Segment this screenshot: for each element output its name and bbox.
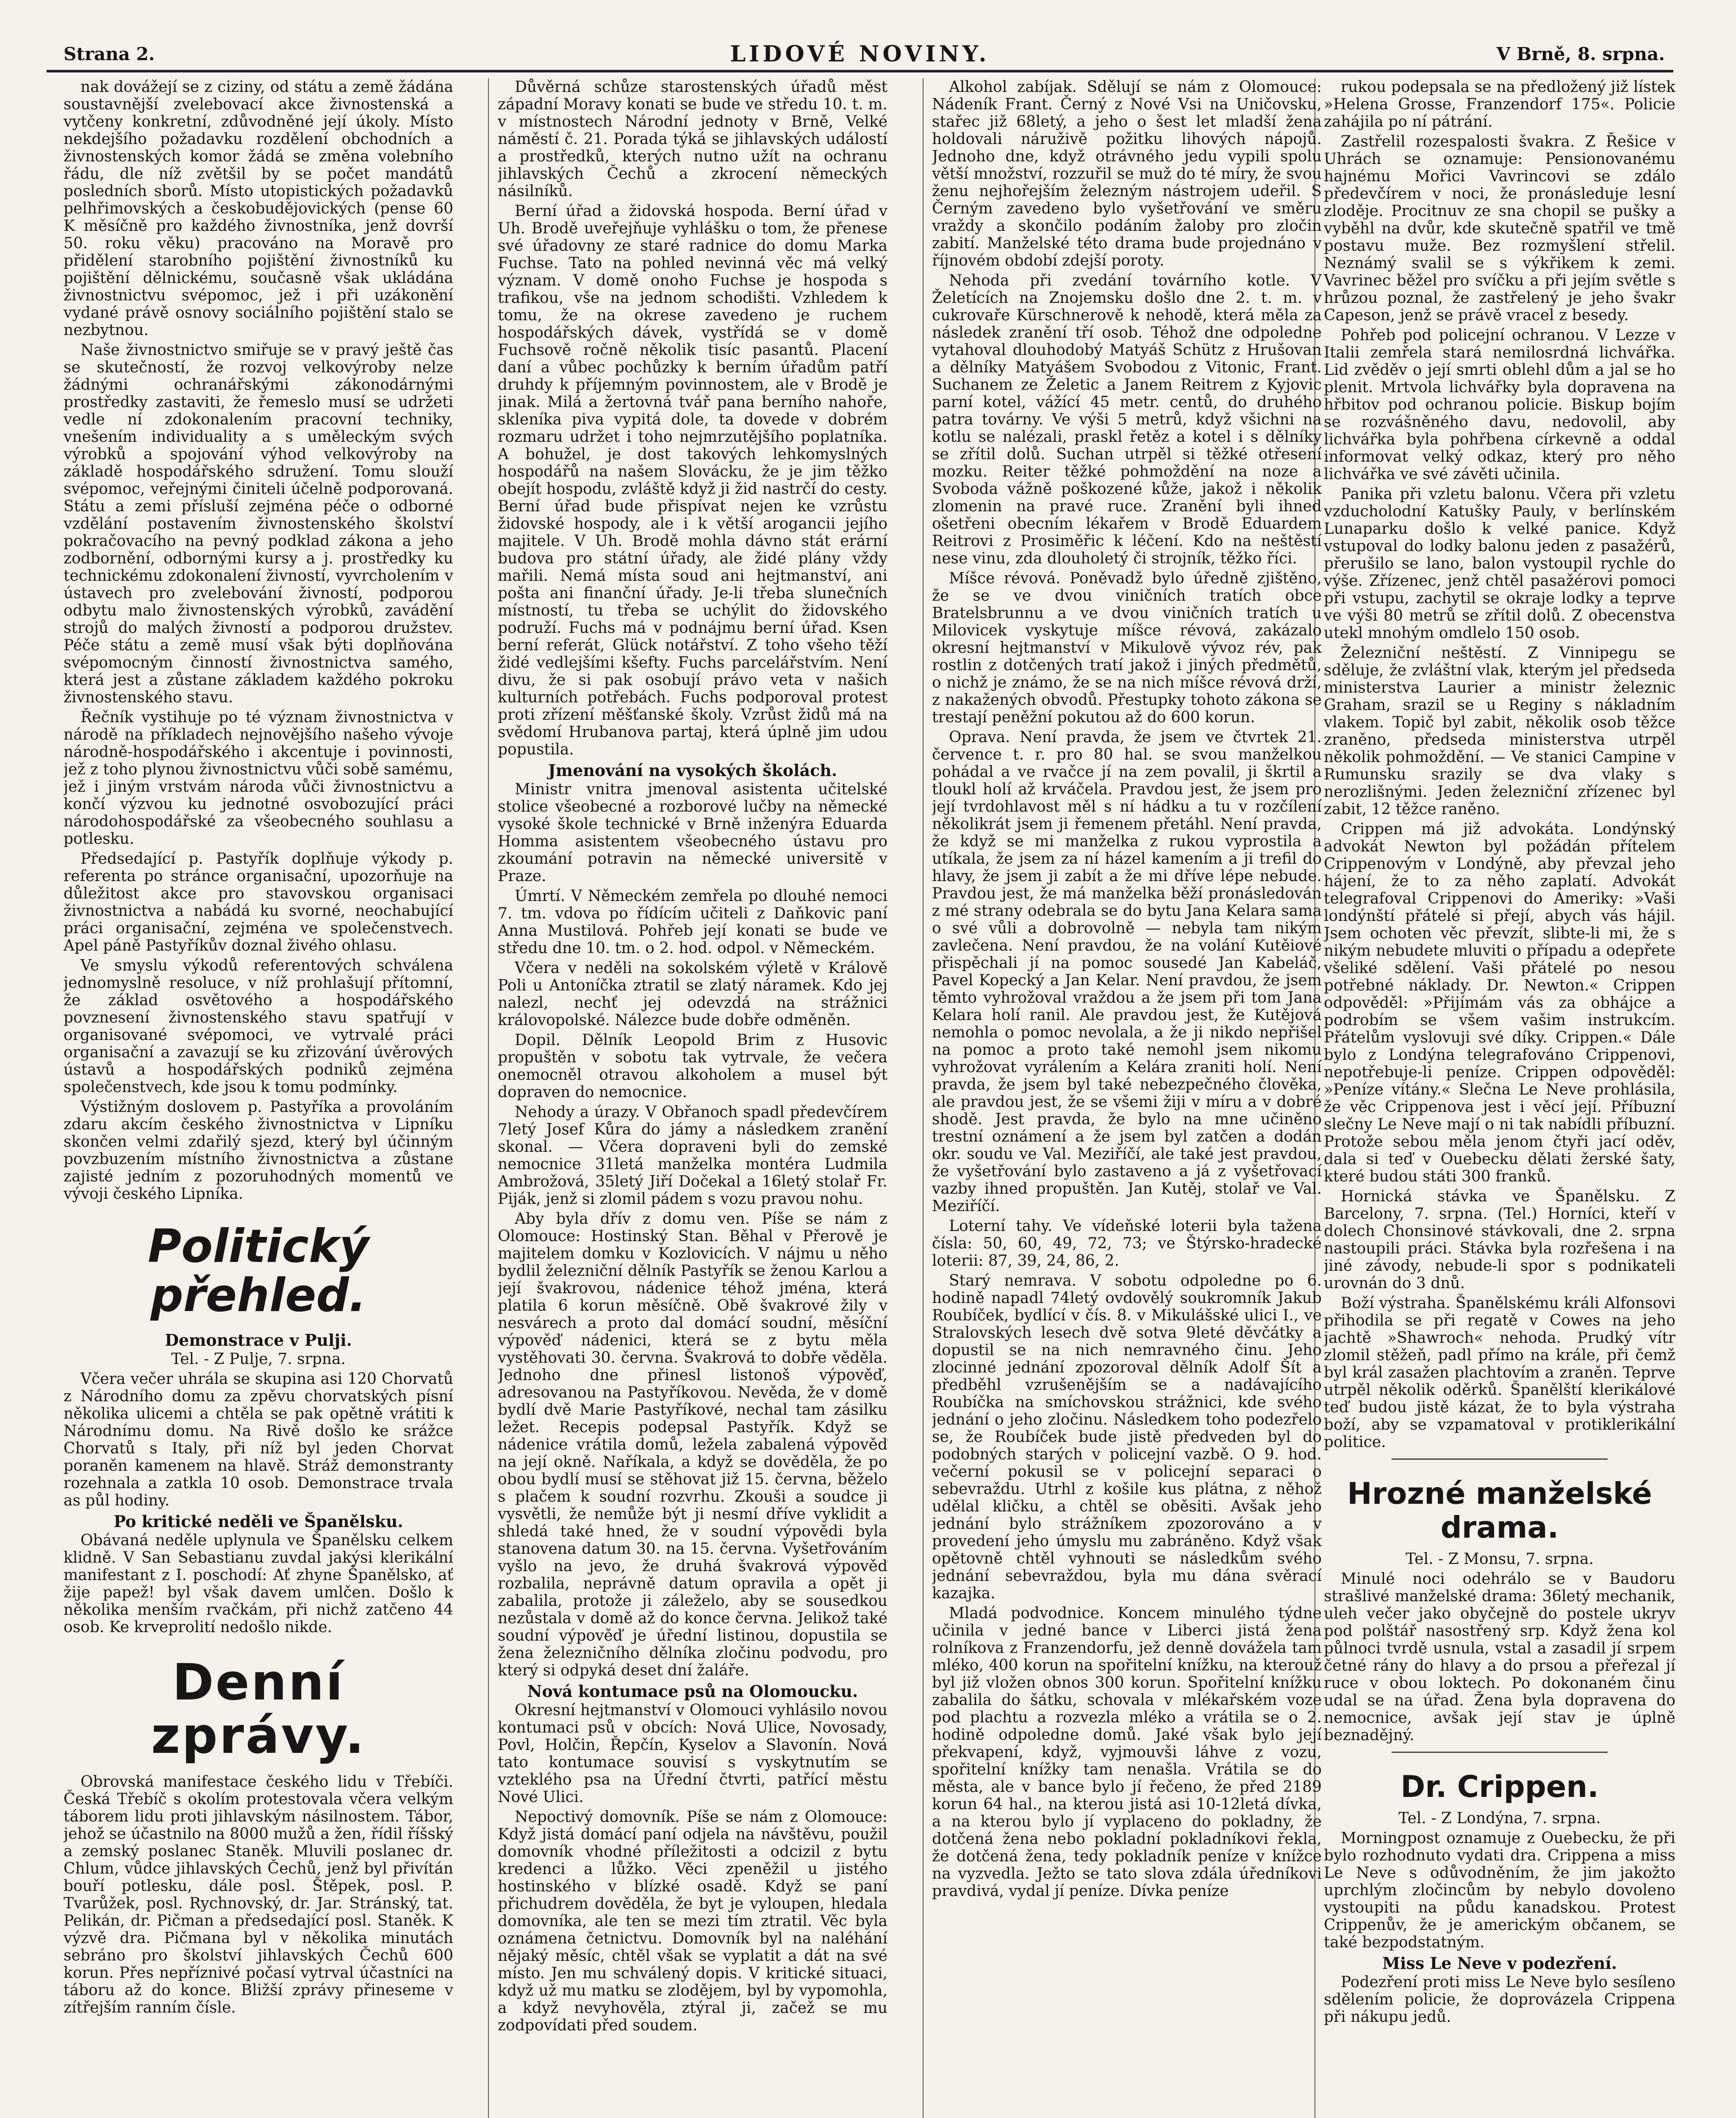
- article-paragraph: Nehoda při zvedání továrního kotle. V Želetících na Znojemsku došlo dne 2. t. m. v cukrovaře Kürschnerově k nehodě, která měla za následek zranění tří osob. Téhož dne odpoledne vytahoval dlouhodobý Matyáš Schütz z Hrušovan a dělníky Matyášem Svobodou z Vitonic, Frant. Suchanem ze Želetic a Janem Reitrem z Kyjovic parní kotel, vážící 45 metr. centů, do druhého patra továrny. Ve výši 5 metrů, když všichni na kotlu se nalézali, praskl řetěz a kotel i s dělníky se zřítil dolů. Suchan utrpěl si těžké otřesení mozku. Reiter těžké pohmoždění na noze a Svoboda vážně poškozené kůže, jakož i několik zlomenin na pravé ruce. Zranění byli ihned ošetřeni obecním lékařem v Brodě Eduardem Reitrovi z Prosiměřic k léčení. Kdo na neštěstí nese vinu, zda dlouholetý či strojník, těžko říci.: [932, 272, 1322, 567]
- article-headline: Jmenování na vysokých školách.: [548, 761, 837, 780]
- article-paragraph: Boží výstraha. Španělskému králi Alfonsovi přihodila se při regatě v Cowes na jeho jachtě »Shawroch« nehoda. Prudký vítr zlomil stěžeň, padl přímo na krále, při čemž byl král zasažen plachtovím a zraněn. Teprve utrpěl několik oděrků. Španělští klerikálové teď budou jistě kázat, že to byla výstraha boží, aby se vzpamatoval v protiklerikální politice.: [1324, 1295, 1675, 1451]
- article-paragraph: Naše živnostnictvo smiřuje se v pravý ještě čas se skutečností, že rozvoj velkovýroby nelze žádnými ochranářskými zákonodárnými prostředky zastaviti, že řemeslo musí se udržeti vedle ní zdokonalením pracovní techniky, vnešením individuality a s uměleckým svých výrobků a spojování výhod velkovýroby na základě hospodářského sdružení. Tomu slouží svépomoc, veřejnými činiteli účelně podporovaná. Státu a zemi přísluší zejména péče o odborné vzdělání postavením živnostenského školství pokračovacího na pevný podklad zákona a jeho zodbornění, odbornými kursy a j. prostředky ku technickému zdokonalení živností, vyvrcholením v ústavech pro zvelebování živností, podporou odbytu malo živnostenských výrobků, zavádění strojů do malých živností a podporou družstev. Péče státu a země musí však býti doplňována svépomocným činností živnostnictva samého, která jest a zůstane základem každého pokroku živnostenského stavu.: [64, 341, 453, 706]
- section-heading-politics: Politický přehled.: [147, 1220, 369, 1322]
- article-paragraph: Aby byla dřív z domu ven. Píše se nám z Olomouce: Hostinský Stan. Běhal v Přerově je majitelem domku v Kozlovicích. V nájmu u něho bydlil železniční dělník Pastyřík se ženou Karlou a její švakrovou, nádenice téhož jména, která platila 6 korun měsíčně. Obě švakrové žily v nesvárech a proto dal domácí soudní, měsíční výpověď nádenici, která se z bytu měla vystěhovati 30. června. Švakrová to dobře věděla. Jednoho dne přinesl listonoš výpověď, adresovanou na Pastyříkovou. Nevěda, že v domě bydlí dvě Marie Pastyříkové, nechal tam zásilku ležet. Recepis podepsal Pastyřík. Když se nádenice vrátila domů, ležela zabalená výpověď na její okně. Naříkala, a když se dověděla, že po obou bydlí musí se stěhovat již 15. června, běželo s plačem k soudní rozvrhu. Zkouši a soudce ji vysvětli, že nemůže být ji nesmí dříve vyklidit a shledá také hned, že v soudní výpovědi byla stanovena datum 30. na 15. června. Vyšetřováním vyšlo na jevo, že druhá švakrová výpověď rozbalila, neprávně datum opravila a opět ji zabalila, protože ji záleželo, aby se sousedkou nezůstala v domě až do konce června. Jelikož také soudní výpověď je úřední listinou, dopustila se žena železničního dělníka zločinu podvodu, pro který si odpyká deset dní žaláře.: [498, 1210, 887, 1679]
- masthead-title: LIDOVÉ NOVINY.: [730, 41, 990, 67]
- page-number: Strana 2.: [64, 44, 155, 64]
- divider: [1392, 1458, 1608, 1460]
- telegram-line: Tel. - Z Londýna, 7. srpna.: [1398, 1810, 1601, 1827]
- article-paragraph: Okresní hejtmanství v Olomouci vyhlásilo novou kontumaci psů v obcích: Nová Ulice, Novosady, Povl, Holčin, Řepčín, Kyselov a Slavonín. Nová tato kontumace souvisí s vyskytnutím se vzteklého psa na Úřední čtvrti, patřící městu Nové Ulici.: [498, 1702, 887, 1806]
- article-paragraph: Výstižným doslovem p. Pastyříka a provoláním zdaru akcím českého živnostnictva v Lipníku skončen velmi zdařilý sjezd, který byl účinným povzbuzením místního živnostnictva a zůstane zajisté jedním z pozoruhodných momentů ve vývoji českého Lipníka.: [64, 1098, 453, 1203]
- article-paragraph: Zastřelil rozespalosti švakra. Z Řešice v Uhrách se oznamuje: Pensionovanému hajnému Mořici Vavrincovi se zdálo předevčírem v noci, že pronásleduje lesní zloděje. Procitnuv ze sna chopil se pušky a vyběhl na dvůr, kde skutečně spatřil ve tmě postavu muže. Bez rozmyšlení střelil. Neznámý svalil se s výkřikem k zemi. Vavrinec běžel pro svíčku a při jejím světle s hrůzou poznal, že zastřelený je jeho švakr Capeson, jenž se právě vracel z besedy.: [1324, 133, 1675, 324]
- dateline: V Brně, 8. srpna.: [1496, 44, 1665, 64]
- article-paragraph: Podezření proti miss Le Neve bylo sesíleno sdělením policie, že doprovázela Crippena při nákupu jedů.: [1324, 1974, 1675, 2026]
- article-paragraph: Crippen má již advokáta. Londýnský advokát Newton byl požádán přítelem Crippenovým v Londýně, aby převzal jeho hájení, že to za něho zaplatí. Advokát telegrafoval Crippenovi do Ameriky: »Vaši londýnští přátelé si přejí, abych vás hájil. Jsem ochoten věc převzít, slibte-li mi, že s nikým nebudete mluviti o případu a odepřete všeliké sdělení. Vaši přátelé po nesou potřebné náklady. Dr. Newton.« Crippen odpověděl: »Přijímám vás za obhájce a podrobím se všem vašim instrukcím. Přátelům vyslovuji své díky. Crippen.« Dále bylo z Londýna telegrafováno Crippenovi, nepotřebuje-li peníze. Crippen odpověděl: »Peníze vítány.« Slečna Le Neve prohlásila, že věc Crippenova jest i věcí její. Příbuzní slečny Le Neve mají o ni tak nabídli příbuzní. Protože sebou měla jenom čtyři jací oděv, dala si teď v Ouebecku dělati žerské šaty, které budou státi 300 franků.: [1324, 821, 1675, 1185]
- article-headline: Po kritické neděli ve Španělsku.: [114, 1512, 403, 1531]
- telegram-line: Tel. - Z Pulje, 7. srpna.: [171, 1350, 346, 1368]
- column-1: [64, 78, 453, 2118]
- page-header: [47, 40, 1673, 72]
- article-paragraph: Oprava. Není pravda, že jsem ve čtvrtek 21. července t. r. pro 80 hal. se svou manželkou pohádal a ve rvačce jí na zem povalil, ji škrtil a tloukl holí až krváčela. Pravdou jest, že jsem pro její tvrdohlavost měl s ní hádku a tu v rozčílení několikrát jsem ji řemenem přetáhl. Není pravda, že když se mi manželka z rukou vyprostila a utíkala, že jsem za ní házel kamením a ji trefil do hlavy, že jsem ji zabít a že mi dříve lépe nebude. Pravdou jest, že má manželka běží pronásledován z mé strany odebrala se do bytu Jana Kelara sama o své vůli a dobrovolně — nebyla tam nikým zavlečena. Není pravdou, že na volání Kutěiové přispěchali jí na pomoc sousedé Jan Kabeláč, Pavel Kopecký a Jan Kelar. Není pravdou, že jsem těmto vyhrožoval vraždou a že jsem při tom Jana Kelara holí ranil. Ale pravdou jest, že Kutějová nemohla o pomoc nevolala, a že ji nikdo nepřišel na pomoc a proto také nemohl jsem nikomu vyhrožovat vyrálením a Kelára zraniti holí. Není pravda, že jsem byl také nebezpečného člověka, ale pravdou jest, že se všemi žiji v míru a v dobré shodě. Jest pravda, že bylo na mne učiněno trestní oznámení a že jsem byl zatčen a dodán okr. soudu ve Val. Meziříčí, ale také jest pravdou, že vyšetřování bylo zastaveno a já z vyšetřovací vazby ihned propuštěn. Jan Kutěj, stolař ve Val. Meziříčí.: [932, 729, 1322, 1215]
- article-paragraph: Morningpost oznamuje z Ouebecku, že při bylo rozhodnuto vydati dra. Crippena a miss Le Neve s odůvodněním, že jim jakožto uprchlým zločincům by nebylo dovoleno vystoupiti na půdu kanadskou. Protest Crippenův, že je americkým občanem, se také bezpodstatným.: [1324, 1830, 1675, 1951]
- article-headline: Nová kontumace psů na Olomoucku.: [527, 1682, 858, 1701]
- divider: [1392, 1752, 1608, 1753]
- article-paragraph: Hornická stávka ve Španělsku. Z Barcelony, 7. srpna. (Tel.) Horníci, kteří v dolech Chonsinové stávkovali, dne 2. srpna nastoupili práci. Stávka byla rozřešena i na jiné závody, nebude-li spor s podnikateli urovnán do 3 dnů.: [1324, 1188, 1675, 1292]
- article-paragraph: Úmrtí. V Německém zemřela po dlouhé nemoci 7. tm. vdova po řídícím učiteli z Daňkovic paní Anna Mustilová. Pohřeb její konati se bude ve středu dne 10. tm. o 2. hod. odpol. v Německém.: [498, 887, 887, 957]
- column-2: [498, 78, 887, 2118]
- column-4: [1324, 78, 1675, 2118]
- article-paragraph: Mladá podvodnice. Koncem minulého týdne učinila v jedné bance v Liberci jistá žena rolníkova z Franzendorfu, jež denně dovážela tam mléko, 400 korun na spořitelní knížku, na kterouž byl již vložen obnos 300 korun. Spořitelní knížku zabalila do šátku, schovala v mlékařském voze pod plachtu a rozvezla mléko a vrátila se o 2. hodině odpoledne domů. Jaké však bylo její překvapení, když, vyjmouvši láhve z vozu, spořitelní knížky tam nenašla. Vrátila se do města, ale v bance bylo jí řečeno, že před 2189 korun 64 hal., na kterou jistá asi 10-12letá dívka, a na kterou bylo jí vyplaceno do pokladny, že dotčená žena nebo pokladní pokladníkovi řekla, že dotčená žena, tedy pokladník peníze v knížce na vyzvedla. Ježto se tato slova zdála úředníkovi pravdivá, vydal jí peníze. Dívka peníze: [932, 1605, 1322, 1900]
- section-heading-daily-news: Denní zprávy.: [151, 1653, 366, 1765]
- article-paragraph: Předsedající p. Pastyřík doplňuje výkody p. referenta po stránce organisační, upozorňuje na důležitost akce pro stavovskou organisaci živnostnictva a nabádá ku svorné, neochabující práci organisační, zejména ve společenstvech. Apel páně Pastyříkův doznal živého ohlasu.: [64, 850, 453, 954]
- article-paragraph: Minulé noci odehrálo se v Baudoru strašlivé manželské drama: 36letý mechanik, uleh večer jako obyčejně do postele ukryv pod polštář nasostřený srp. Když žena kol půlnoci tvrdě usnula, vstal a zasadil jí srpem četné rány do hlavy a do prsou a přeřezal jí ruce v obou loktech. Po dokonaném činu udal se na úřad. Žena byla dopravena do nemocnice, avšak její stav je úplně beznadějný.: [1324, 1570, 1675, 1744]
- article-paragraph: Řečník vystihuje po té význam živnostnictva v národě na příkladech nejnovějšího našeho vývoje národně-hospodářského i akcentuje i povinnosti, jež z toho plynou živnostnictvu vůči sobě samému, jež i jiným vrstvám národa vůči živnostnictvu a končí výzvou ku jednotné osvobozující práci národohospodářské za všeobecného souhlasu a potlesku.: [64, 709, 453, 848]
- article-paragraph: Pohřeb pod policejní ochranou. V Lezze v Italii zemřela stará nemilosrdná lichvářka. Lid zvěděv o její smrti oblehl dům a jal se ho plenit. Mrtvola lichvářky byla dopravena na hřbitov pod ochranou policie. Biskup bojím se rozvášněného davu, nedovolil, aby lichvářka byla pohřbena církevně a oddal informovat velký odkaz, který pro něho lichvářka ve své závěti učinila.: [1324, 327, 1675, 483]
- article-paragraph: Panika při vzletu balonu. Včera při vzletu vzducholodní Katušky Pauly, v berlínském Lunaparku došlo k velké panice. Když vstupoval do lodky balonu jeden z pasažérů, přerušilo se lano, balon vystoupil rychle do výše. Zřízenec, jenž chtěl pasažérovi pomoci při vstupu, zachytil se okraje lodky a teprve ve výši 80 metrů se zřítil dolů. Z obecenstva utekl mnohým omdlelo 150 osob.: [1324, 485, 1675, 642]
- article-paragraph: Ve smyslu výkodů referentových schválena jednomyslně resoluce, v níž prohlašují přítomní, že základ osvětového a hospodářského povznesení živnostenského stavu spatřují v organisované svépomoci, ve vytrvalé práci organisační a zavazují se ku zřizování úvěrových ústavů a hospodářských podniků zejména společenstvech, kde jsou k tomu podmínky.: [64, 957, 453, 1096]
- article-paragraph: Důvěrná schůze starostenských úřadů měst západní Moravy konati se bude ve středu 10. t. m. v místnostech Národní jednoty v Brně, Velké náměstí č. 21. Porada týká se jihlavských událostí a prostředků, kterých nutno užít na ochranu jihlavských Čechů a zkrocení německých násilníků.: [498, 78, 887, 200]
- article-paragraph: Berní úřad a židovská hospoda. Berní úřad v Uh. Brodě uveřejňuje vyhlášku o tom, že přenese své úřadovny ze staré radnice do domu Marka Fuchse. Tato na pohled nevinná věc má velký význam. V domě onoho Fuchse je hospoda s trafikou, vše na jednom schodišti. Vzhledem k tomu, že na okrese zavedeno je ruchem hospodářských dávek, vystřídá se v domě Fuchsově ročně několik tisíc pasantů. Placení daní a vůbec pochůzky k berním úřadům patří druhdy k příjemným povinnostem, ale v Brodě je jinak. Milá a žertovná tvář pana berního nahoře, skleníka piva vypitá dole, ta dovede v dobrém rozmaru udržet i toho nejmrzutějšího poplatníka. A bohužel, je dost takových lehkomyslných hospodářů na našem Slovácku, že je jim těžko obejít hospodu, zvláště když ji žid nastrčí do cesty. Berní úřad bude přispívat nejen ke vzrůstu židovské hospody, ale i k větší arogancii jejího majitele. V Uh. Brodě mohla dávno stát erární budova pro státní úřady, ale židé plány vždy mařili. Nemá místa soud ani hejtmanství, ani pošta ani finanční úřady. Je-li třeba slunečních místností, tu třeba se uchýlit do židovského podruží. Fuchs má v podnájmu berní úřad. Ksen berní referát, Glück notářství. Z toho všeho těží židé vedlejšími kšefty. Fuchs parcelářstvím. Není divu, že si pak osobují právo veta v našich kulturních potřebách. Fuchs podporoval protest proti zřízení měšťanské školy. Vzrůst židů má na svědomí Hrubanova partaj, která úplně jim udou popustila.: [498, 202, 887, 758]
- article-paragraph: Obávaná neděle uplynula ve Španělsku celkem klidně. V San Sebastianu zuvdal jakýsi klerikální manifestant z I. poschodí: Ať zhyne Španělsko, ať žije papež! byl však davem umlčen. Došlo k několika menším rvačkám, při nichž zatčeno 44 osob. Ke krveprolití nedošlo nikde.: [64, 1532, 453, 1636]
- article-paragraph: Obrovská manifestace českého lidu v Třebíči. Česká Třebíč s okolím protestovala včera velkým táborem lidu proti jihlavským násilnostem. Tábor, jehož se účastnilo na 8000 mužů a žen, řídil říšský a zemský poslanec Staněk. Mluvili poslanec dr. Chlum, vůdce jihlavských Čechů, jenž byl přivítán bouří potlesku, dále posl. Štěpek, posl. P. Tvarůžek, posl. Rychnovský, dr. Jar. Stránský, tat. Pelikán, dr. Pičman a předsedající posl. Staněk. K výzvě dra. Pičmana byl v několika minutách sebráno pro školství jihlavských Čechů 600 korun. Přes nepříznivé počasí vytrval účastníci na táboru až do konce. Bližší zprávy přineseme v zítřejším ranním čísle.: [64, 1773, 453, 2016]
- article-headline: Miss Le Neve v podezření.: [1382, 1954, 1617, 1973]
- section-heading-drama: Hrozné manželské drama.: [1347, 1476, 1652, 1545]
- article-paragraph: Nehody a úrazy. V Obřanoch spadl předevčírem 7letý Josef Kůra do jámy a následkem zranění skonal. — Včera dopraveni byli do zemské nemocnice 31letá manželka montéra Ludmila Ambrožová, 35letý Jiří Dočekal a 16letý stolař Fr. Piják, jenž si zlomil pádem s vozu pravou nohu.: [498, 1103, 887, 1208]
- telegram-line: Tel. - Z Monsu, 7. srpna.: [1406, 1550, 1594, 1568]
- article-paragraph: Alkohol zabíjak. Sdělují se nám z Olomouce: Nádeník Frant. Černý z Nové Vsi na Uničovsku, stařec již 68letý, a jeho o šest let mladší žena holdovali náruživě požitku lihových nápojů. Jednoho dne, když otrávného jedu vypili spolu větší množství, rozzuřil se muž do té míry, že svou ženu nejhořejším železným nástrojem udeřil. S Černým zavedeno bylo vyšetřování ve směru vraždy a skončilo podáním žaloby pro zločin zabití. Manželské této drama bude projednáno v říjnovém období zdejší poroty.: [932, 78, 1322, 269]
- article-paragraph: Ministr vnitra jmenoval asistenta učitelské stolice všeobecné a rozborové lučby na německé vysoké škole technické v Brně inženýra Eduarda Homma asistentem všeobecného ústavu pro zkoumání potravin na německé universitě v Praze.: [498, 781, 887, 885]
- column-3: [932, 78, 1322, 2118]
- column-rule: [488, 78, 489, 2118]
- article-headline: Demonstrace v Pulji.: [165, 1331, 352, 1350]
- article-paragraph: Starý nemrava. V sobotu odpoledne po 6. hodině napadl 74letý ovdovělý soukromník Jakub Roubíček, bydlící v čís. 8. v Mikulášské ulici I., ve Stralovských lesech dvě sotva 9leté děvčátky a dopustil se na nich nemravného činu. Jeho zlocinné jednání zpozoroval dělník Adolf Šít a předběhl vzrušenějším se a nadávajícího Roubíčka na smíchovskou strážnici, kde svého jednání o jeho zločinu. Následkem toho podezřelo se, že Roubíček bude jistě předveden byl do podobných starých v policejní vazbě. O 9. hod. večerní pokusil se v policejní separaci o sebevraždu. Utrhl z košile kus plátna, z něhož udělal kličku, a chtěl se oběsiti. Avšak jeho jednání bylo strážníkem zpozorováno a v provedení jeho úmyslu mu zabráněno. Když však opětovně chtěl vyhnouti se následkům svého jednání sebevraždou, byla mu dána svěrací kazajka.: [932, 1272, 1322, 1602]
- article-paragraph: nak dovážejí se z ciziny, od státu a země žádána soustavnější zvelebovací akce živnostenská a vytčeny konkretní, zdůvodněné její úkoly. Místo nekdejšího požadavku rozdělení obchodních a živnostenských komor žádá se změna volebního řádu, dle níž zvětšil by se počet mandátů posledních sborů. Místo utopistických požadavků pelhřimovských a českobudějovických (pense 60 K měsíčně pro každého živnostníka, jenž dovrší 50. roku věku) pracováno na Moravě pro přidělení starobního pojištění živnostníků ku pojištění dělnickému, současně však ukládána živnostnictvu svépomoc, jež i při uzákonění vydané právě osnovy sociálního pojištění stalo se nezbytnou.: [64, 78, 453, 339]
- article-paragraph: Dopil. Dělník Leopold Brim z Husovic propuštěn v sobotu tak vytrvale, že večera onemocněl otravou alkoholem a musel být dopraven do nemocnice.: [498, 1031, 887, 1101]
- article-paragraph: Železniční neštěstí. Z Vinnipegu se sděluje, že zvláštní vlak, kterým jel předseda ministerstva Laurier a ministr železnic Graham, srazil se u Reginy s nákladním vlakem. Topič byl zabit, několik osob těžce zraněno, předseda ministerstva utrpěl několik pohmoždění. — Ve stanici Campine v Rumunsku srazily se dva vlaky s nerozlišnými. Jeden železniční zřízenec byl zabit, 12 těžce raněno.: [1324, 644, 1675, 818]
- article-paragraph: Včera v neděli na sokolském výletě v Králově Poli u Antoníčka ztratil se zlatý náramek. Kdo jej nalezl, nechť jej odevzdá na strážnici královopolské. Nálezce bude dobře odměněn.: [498, 959, 887, 1029]
- article-paragraph: rukou podepsala se na předložený již lístek »Helena Grosse, Franzendorf 175«. Policie zahájila po ní pátrání.: [1324, 78, 1675, 130]
- article-paragraph: Včera večer uhrála se skupina asi 120 Chorvatů z Národního domu za zpěvu chorvatských písní několika ulicemi a chtěla se pak opětně vrátiti k Národnímu domu. Na Rivě došlo ke srážce Chorvatů s Italy, při níž byl jeden Chorvat poraněn kamenem na hlavě. Stráž demonstranty rozehnala a zatkla 10 osob. Demonstrace trvala as půl hodiny.: [64, 1370, 453, 1509]
- article-paragraph: Loterní tahy. Ve vídeňské loterii byla tažena čísla: 50, 60, 49, 72, 73; ve Štýrsko-hradecké loterii: 87, 39, 24, 86, 2.: [932, 1217, 1322, 1270]
- article-paragraph: Míšce révová. Poněvadž bylo úředně zjištěno, že se ve dvou viničních tratích obce Bratelsbrunnu a ve dvou viničních tratích u Milovicek vyskytuje míšce révová, zakázalo okresní hejtmanství v Mikulově vývoz rév, pak rostlin z dotčených tratí jakož i jiných předmětů, o nichž je známo, že se na nich míšce révová drží, z nakažených obvodů. Přestupky tohoto zákona se trestají peněžní pokutou až do 600 korun.: [932, 570, 1322, 726]
- article-paragraph: Nepoctivý domovník. Píše se nám z Olomouce: Když jistá domácí paní odjela na návštěvu, použil domovník vhodné příležitosti a odcizil z bytu kredenci a lůžko. Věci zpeněžil u jistého hostinského v blízké osadě. Když se paní přichudrem dověděla, že byt je vyloupen, hledala domovníka, ale ten se mezi tím ztratil. Věc byla oznámena četnictvu. Domovník byl na naléhání nějaký měsíc, chtěl však se vyplatit a dát na své místo. Jen mu schválený dopis. V kritické situaci, když už mu matku se zlodějem, byl by vypomohla, a když nevyhověla, ztýral ji, začež se mu zodpovídati před soudem.: [498, 1808, 887, 2034]
- section-heading-crippen: Dr. Crippen.: [1400, 1769, 1599, 1804]
